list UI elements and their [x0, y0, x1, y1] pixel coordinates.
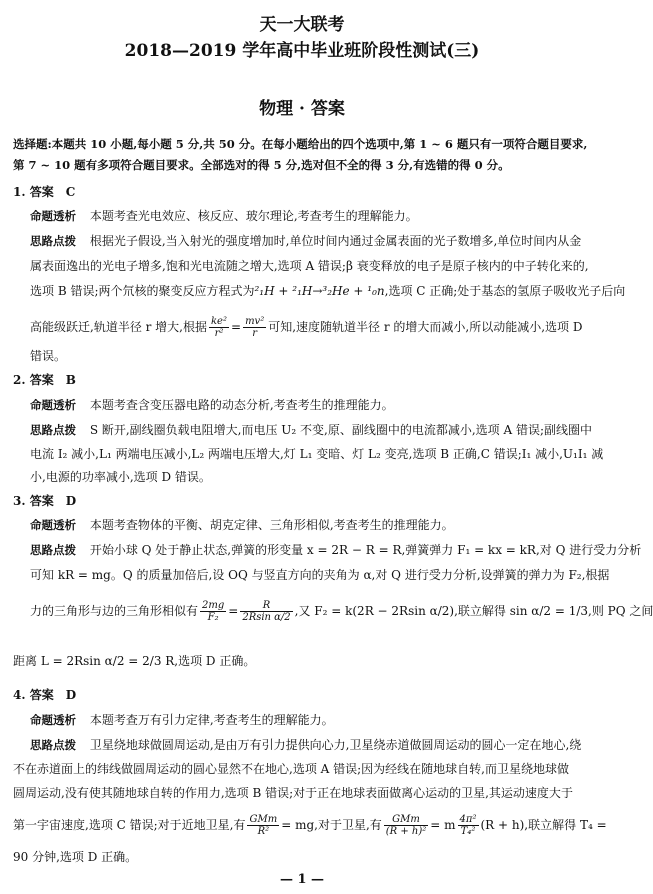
analysis-text: 本题考查物体的平衡、胡克定律、三角形相似,考查考生的推理能力。: [89, 518, 454, 532]
analysis-tag: 命题透析: [30, 518, 76, 532]
solution-text: 小,电源的功率减小,选项 D 错误。: [30, 470, 211, 484]
text-part: 可知,速度随轨道半径 r 的增大而减小,所以动能减小,选项 D: [268, 320, 583, 334]
fraction: [200, 600, 226, 623]
equals: =: [228, 604, 239, 618]
analysis-tag: 命题透析: [30, 713, 76, 727]
solution-text: 距离 L = 2Rsin α/2 = 2/3 R,选项 D 正确。: [13, 654, 256, 668]
fraction: [243, 316, 266, 339]
solution-row: [30, 423, 592, 437]
analysis-text: 本题考查含变压器电路的动态分析,考查考生的推理能力。: [89, 398, 394, 412]
solution-tag: 思路点拨: [30, 423, 76, 437]
text-part: (R + h),联立解得 T₄ =: [480, 818, 607, 832]
numerator: GMm: [384, 814, 429, 826]
exam-org-title: 天一大联考: [259, 15, 345, 35]
solution-text: 圆周运动,没有使其随地球自转的作用力,选项 B 错误;对于正在地球表面做离心运动的卫星,其运动速度大于: [13, 786, 573, 800]
analysis-row: [30, 209, 418, 223]
solution-tag: 思路点拨: [30, 234, 76, 248]
fraction: [247, 814, 279, 837]
numerator: R: [240, 600, 292, 612]
fraction: [209, 316, 229, 339]
text-part: 第一宇宙速度,选项 C 错误;对于近地卫星,有: [13, 818, 246, 832]
numerator: mv²: [245, 316, 265, 327]
fraction: [240, 600, 292, 623]
denominator: r²: [214, 328, 224, 339]
denominator: F₂: [207, 612, 219, 623]
text-part: 选项 B 错误;两个氘核的聚变反应方程式为: [30, 284, 255, 298]
solution-text: 卫星绕地球做圆周运动,是由万有引力提供向心力,卫星绕赤道做圆周运动的圆心一定在地心,绕: [89, 738, 582, 752]
solution-row: [30, 234, 581, 248]
denominator: r: [252, 328, 258, 339]
solution-text: [30, 284, 625, 298]
solution-text: S 断开,副线圈负载电阻增大,而电压 U₂ 不变,原、副线圈中的电流都减小,选项 A 错误;副线圈中: [89, 423, 593, 437]
answer-heading: 2. 答案 B: [13, 373, 76, 387]
solution-text: 错误。: [30, 349, 67, 363]
numerator: ke²: [211, 316, 227, 327]
instructions-line: 选择题:本题共 10 小题,每小题 5 分,共 50 分。在每小题给出的四个选项中,第 1 ~ 6 题只有一项符合题目要求,: [13, 137, 588, 151]
fraction: [458, 814, 479, 837]
text-part: 高能级跃迁,轨道半径 r 增大,根据: [30, 320, 207, 334]
denominator: (R + h)²: [385, 826, 427, 837]
solution-text: 可知 kR = mg。Q 的质量加倍后,设 OQ 与竖直方向的夹角为 α,对 Q 进行受力分析,设弹簧的弹力为 F₂,根据: [30, 568, 610, 582]
solution-text: [30, 600, 653, 623]
solution-text: 根据光子假设,当入射光的强度增加时,单位时间内通过金属表面的光子数增多,单位时间内从金: [89, 234, 582, 248]
solution-text: [13, 814, 607, 837]
solution-text: [30, 316, 582, 339]
text-part: ,又 F₂ = k(2R − 2Rsin α/2),联立解得 sin α/2 = 1/3,则 PQ 之间: [294, 604, 653, 618]
subject-title: 物理 · 答案: [259, 99, 345, 119]
fraction: [384, 814, 429, 837]
text-part: 力的三角形与边的三角形相似有: [30, 604, 199, 618]
solution-row: [30, 543, 641, 557]
solution-text: 90 分钟,选项 D 正确。: [13, 850, 138, 864]
solution-tag: 思路点拨: [30, 543, 76, 557]
text-part: = m: [430, 818, 456, 832]
analysis-tag: 命题透析: [30, 209, 76, 223]
answer-heading: 4. 答案 D: [13, 688, 77, 702]
solution-row: [30, 738, 581, 752]
analysis-row: [30, 398, 394, 412]
numerator: 2mg: [202, 600, 225, 611]
solution-text: 开始小球 Q 处于静止状态,弹簧的形变量 x = 2R − R = R,弹簧弹力 F₁ = kx = kR,对 Q 进行受力分析: [89, 543, 642, 557]
fusion-equation: ²₁H + ²₁H→³₂He + ¹₀n: [254, 284, 385, 298]
denominator: R²: [257, 826, 270, 837]
numerator: 4π²: [459, 814, 477, 825]
equals: =: [231, 320, 242, 334]
page-number: — 1 —: [279, 872, 325, 887]
analysis-tag: 命题透析: [30, 398, 76, 412]
solution-text: 电流 I₂ 减小,L₁ 两端电压减小,L₂ 两端电压增大,灯 L₁ 变暗、灯 L₂ 变亮,选项 B 正确,C 错误;I₁ 减小,U₁I₁ 减: [30, 447, 604, 461]
analysis-text: 本题考查光电效应、核反应、玻尔理论,考查考生的理解能力。: [89, 209, 418, 223]
analysis-row: [30, 713, 334, 727]
text-part: ,选项 C 正确;处于基态的氢原子吸收光子后向: [384, 284, 626, 298]
exam-title: 2018—2019 学年高中毕业班阶段性测试(三): [124, 41, 480, 61]
analysis-text: 本题考查万有引力定律,考查考生的理解能力。: [89, 713, 334, 727]
solution-text: 不在赤道面上的纬线做圆周运动的圆心显然不在地心,选项 A 错误;因为经线在随地球自转,而卫星绕地球做: [13, 762, 569, 776]
analysis-row: [30, 518, 454, 532]
instructions-line: 第 7 ~ 10 题有多项符合题目要求。全部选对的得 5 分,选对但不全的得 3 分,有选错的得 0 分。: [13, 158, 510, 172]
text-part: = mg,对于卫星,有: [281, 818, 382, 832]
answer-heading: 3. 答案 D: [13, 494, 77, 508]
denominator: 2Rsin α/2: [242, 612, 291, 623]
solution-text: 属表面逸出的光电子增多,饱和光电流随之增大,选项 A 错误;β 衰变释放的电子是原子核内的中子转化来的,: [30, 259, 589, 273]
answer-heading: 1. 答案 C: [13, 185, 76, 199]
solution-tag: 思路点拨: [30, 738, 76, 752]
numerator: GMm: [249, 814, 278, 825]
denominator: T₄²: [460, 826, 476, 837]
